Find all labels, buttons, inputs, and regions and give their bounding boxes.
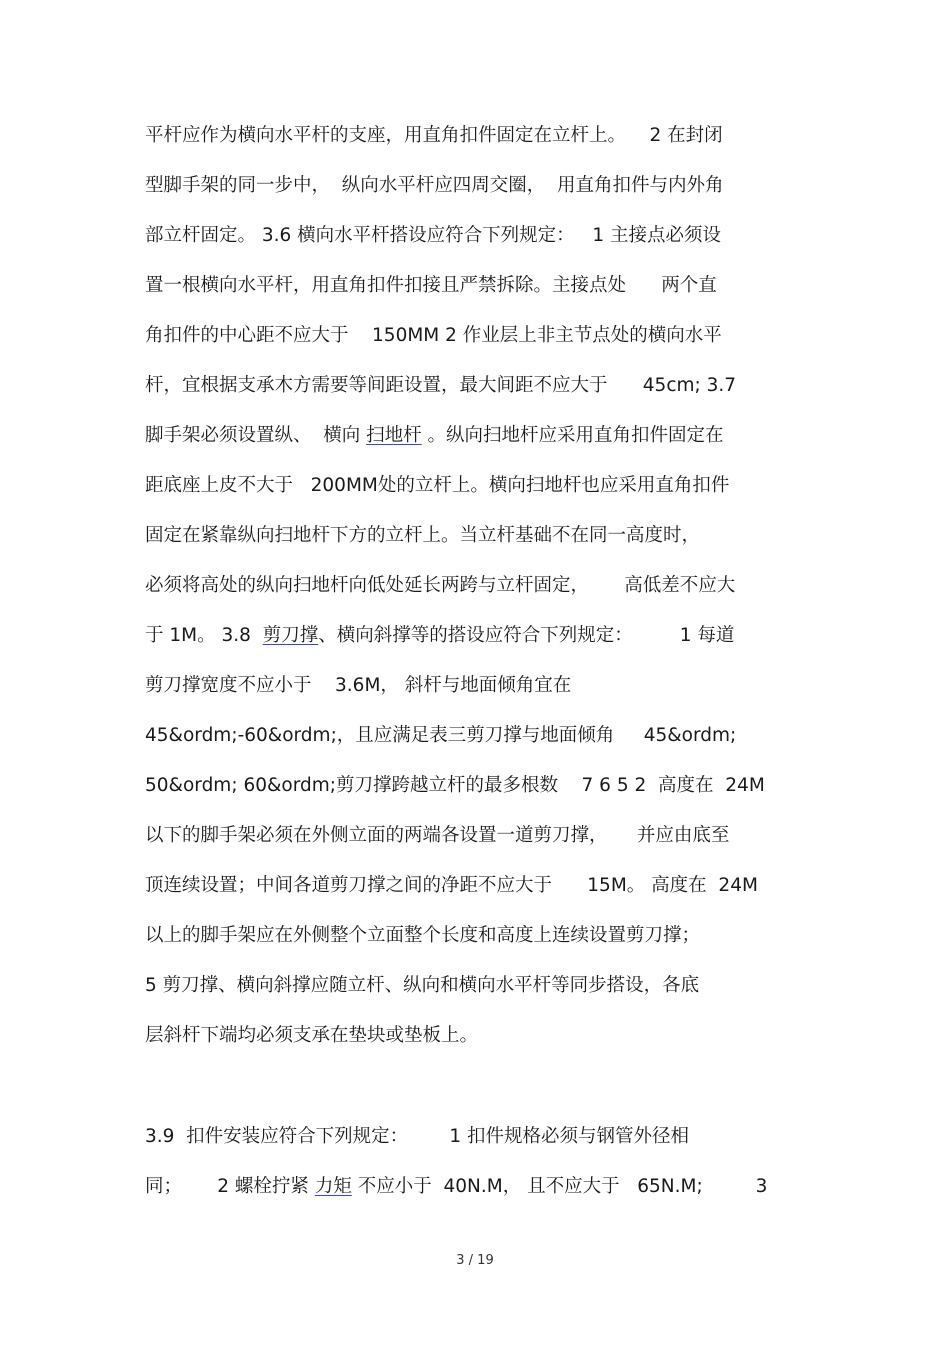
text-line: 置一根横向水平杆，用直角扣件扣接且严禁拆除。主接点处 两个直 xyxy=(145,275,717,296)
text-line: 以下的脚手架必须在外侧立面的两端各设置一道剪刀撑， 并应由底至 xyxy=(145,825,730,846)
text-line xyxy=(145,426,835,476)
text-line: 以上的脚手架应在外侧整个立面整个长度和高度上连续设置剪刀撑； xyxy=(145,925,701,946)
text-line: 角扣件的中心距不应大于 150MM 2 作业层上非主节点处的横向水平 xyxy=(145,325,722,346)
text-segment: 脚手架必须设置纵、 横向 xyxy=(145,425,367,446)
text-line: 5 剪刀撑、横向斜撑应随立杆、纵向和横向水平杆等同步搭设，各底 xyxy=(145,975,700,996)
body-paragraph-1 xyxy=(145,126,835,1076)
text-line: 平杆应作为横向水平杆的支座，用直角扣件固定在立杆上。 2 在封闭 xyxy=(145,125,723,146)
page-number: 3 / 19 xyxy=(456,1253,494,1268)
text-line: 层斜杆下端均必须支承在垫块或垫板上。 xyxy=(145,1025,479,1046)
text-segment: 。纵向扫地杆应采用直角扣件固定在 xyxy=(421,425,724,446)
text-line xyxy=(145,1177,835,1227)
inline-link[interactable]: 剪刀撑 xyxy=(262,625,319,646)
text-segment: 同； 2 螺栓拧紧 xyxy=(145,1176,315,1197)
text-line: 杆，宜根据支承木方需要等间距设置，最大间距不应大于 45cm; 3.7 xyxy=(145,375,737,396)
text-line: 3.9 扣件安装应符合下列规定： 1 扣件规格必须与钢管外径相 xyxy=(145,1126,689,1147)
text-line: 50&ordm; 60&ordm;剪刀撑跨越立杆的最多根数 7 6 5 2 高度在 24M xyxy=(145,775,765,796)
text-segment: 不应小于 40N.M， 且不应大于 65N.M; 3 xyxy=(351,1176,768,1197)
text-line: 部立杆固定。 3.6 横向水平杆搭设应符合下列规定： 1 主接点必须设 xyxy=(145,225,721,246)
text-segment: 、横向斜撑等的搭设应符合下列规定： 1 每道 xyxy=(318,625,735,646)
body-paragraph-2 xyxy=(145,1127,835,1227)
inline-link[interactable]: 扫地杆 xyxy=(366,425,422,446)
text-line: 型脚手架的同一步中， 纵向水平杆应四周交圈， 用直角扣件与内外角 xyxy=(145,175,724,196)
text-line xyxy=(145,626,835,676)
text-segment: 于 1M。 3.8 xyxy=(145,625,263,646)
inline-link[interactable]: 力矩 xyxy=(314,1176,352,1197)
text-line: 顶连续设置；中间各道剪刀撑之间的净距不应大于 15M。 高度在 24M xyxy=(145,875,758,896)
text-line: 剪刀撑宽度不应小于 3.6M， 斜杆与地面倾角宜在 xyxy=(145,675,572,696)
text-line: 固定在紧靠纵向扫地杆下方的立杆上。当立杆基础不在同一高度时， xyxy=(145,525,701,546)
text-line: 45&ordm;-60&ordm;，且应满足表三剪刀撑与地面倾角 45&ordm; xyxy=(145,725,737,746)
text-line: 距底座上皮不大于 200MM处的立杆上。横向扫地杆也应采用直角扣件 xyxy=(145,475,730,496)
text-line: 必须将高处的纵向扫地杆向低处延长两跨与立杆固定， 高低差不应大 xyxy=(145,575,736,596)
